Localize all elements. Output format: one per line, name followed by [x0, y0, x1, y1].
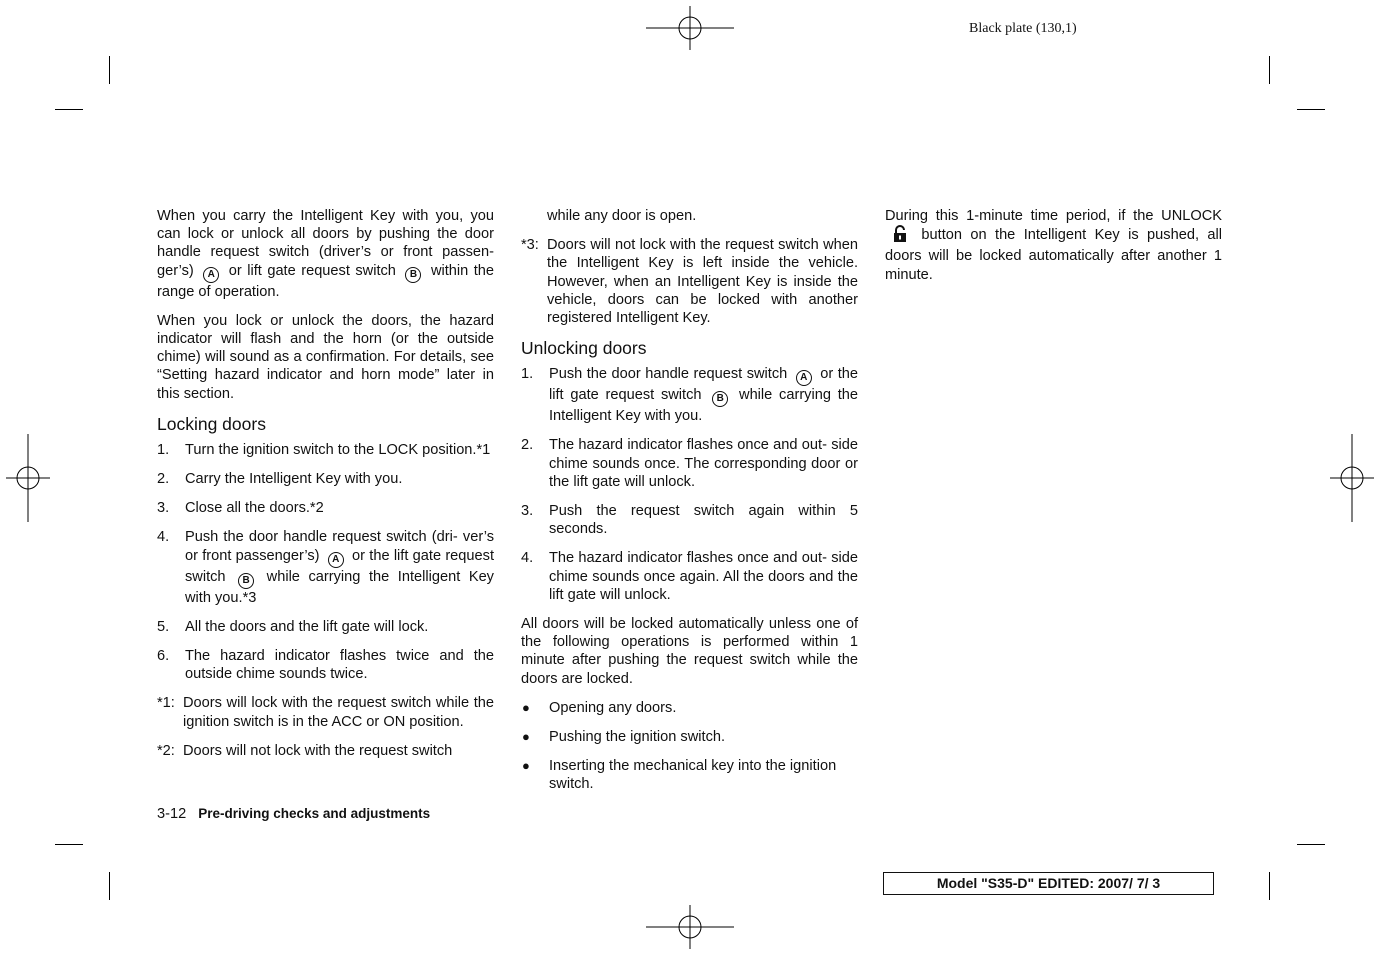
- marker-b-icon: B: [405, 267, 421, 283]
- unlock-icon: [893, 225, 907, 247]
- heading-locking-doors: Locking doors: [157, 413, 266, 434]
- bullet-item: ● Opening any doors.: [522, 699, 677, 716]
- section-title: Pre-driving checks and adjustments: [198, 806, 431, 821]
- auto-lock-paragraph: All doors will be locked automatically unless one of the following operations is performed within 1 minute after pushing the request switch while the doors are locked.: [521, 616, 858, 687]
- list-item: 4. The hazard indicator flashes once and out- side chime sounds once again. All the doors and the lift gate will unlock.: [521, 550, 858, 603]
- list-item: 1. Turn the ignition switch to the LOCK position.*1: [157, 441, 491, 458]
- marker-a-icon: A: [328, 552, 344, 568]
- heading-unlocking-doors: Unlocking doors: [521, 338, 647, 359]
- column-middle: [521, 207, 858, 805]
- list-item: 6. The hazard indicator flashes twice and the outside chime sounds twice.: [157, 648, 494, 683]
- bullet-item: ● Pushing the ignition switch.: [522, 729, 726, 746]
- list-item: 1. Push the door handle request switch A or the lift gate request switch B while carrying the Intelligent Key with you.: [521, 366, 858, 425]
- list-item: 4. Push the door handle request switch (dri- ver’s or front passenger’s) A or the lift gate request switch B while carrying the Intelligent Key with you.*3: [157, 529, 494, 606]
- column-left: [157, 207, 494, 771]
- column-right: [885, 207, 1222, 295]
- list-item: 2. The hazard indicator flashes once and out- side chime sounds once. The corresponding door or the lift gate will unlock.: [521, 437, 858, 490]
- footnote: *2: Doors will not lock with the request switch: [157, 742, 453, 759]
- unlock-period-paragraph: During this 1-minute time period, if the UNLOCK button on the Intelligent Key is pushed, all doors will be locked automatically after another 1 minute.: [885, 208, 1222, 283]
- marker-a-icon: A: [796, 370, 812, 386]
- page-footer: [157, 806, 430, 822]
- marker-b-icon: B: [712, 391, 728, 407]
- confirmation-paragraph: When you lock or unlock the doors, the hazard indicator will flash and the horn (or the outside chime) will sound as a confirmation. For details, see “Setting hazard indicator and horn mode” later in this section.: [157, 312, 494, 402]
- page-number: 3-12: [157, 806, 187, 822]
- footnote: *1: Doors will lock with the request switch while the ignition switch is in the ACC or ON position.: [157, 695, 494, 730]
- footnote: *3: Doors will not lock with the request switch when the Intelligent Key is left inside the vehicle. However, when an Intelligent Key is inside the vehicle, doors can be locked with another registered Intelligent Key.: [521, 237, 858, 327]
- model-edited-box: Model "S35-D" EDITED: 2007/ 7/ 3: [883, 872, 1214, 895]
- plate-label: Black plate (130,1): [969, 21, 1077, 36]
- list-item: 5. All the doors and the lift gate will lock.: [157, 618, 429, 635]
- list-item: 3. Push the request switch again within 5 seconds.: [521, 503, 858, 538]
- list-item: 2. Carry the Intelligent Key with you.: [157, 471, 403, 488]
- list-item: 3. Close all the doors.*2: [157, 500, 324, 517]
- footnote-continuation: while any door is open.: [547, 208, 697, 224]
- intro-paragraph: When you carry the Intelligent Key with you, you can lock or unlock all doors by pushing the door handle request switch (driver’s or front passen- ger’s) A or lift gate request switch B within the range of operation.: [157, 208, 495, 300]
- bullet-item: ● Inserting the mechanical key into the ignition switch.: [522, 758, 837, 793]
- marker-a-icon: A: [203, 267, 219, 283]
- marker-b-icon: B: [238, 573, 254, 589]
